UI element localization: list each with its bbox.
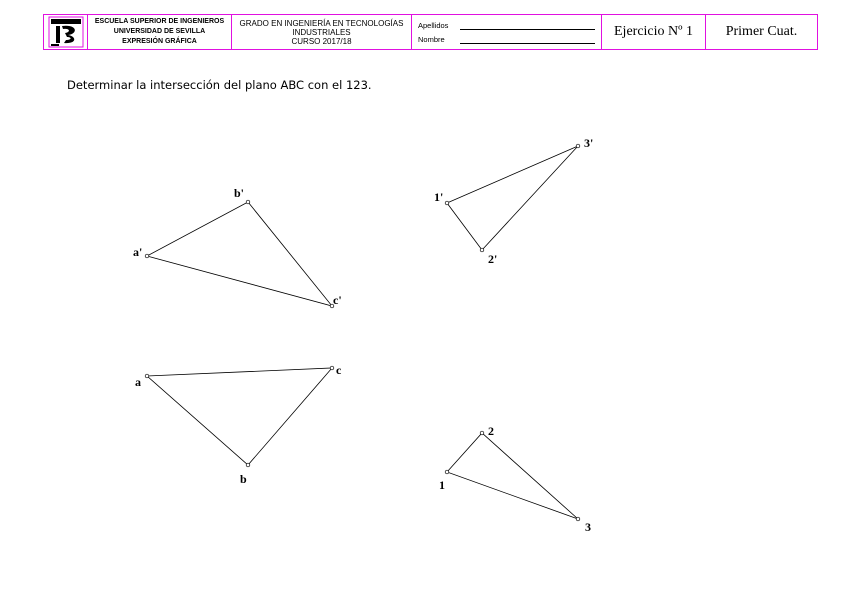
point-3-prime-marker [576, 144, 580, 148]
point-2-marker [480, 431, 484, 435]
point-a-marker [145, 374, 149, 378]
term-label: Primer Cuat. [725, 24, 798, 39]
triangle-123-prime [447, 146, 578, 250]
surname-label: Apellidos [418, 20, 449, 30]
degree-line-2: INDUSTRIALES [292, 27, 351, 37]
point-a-prime-marker [145, 254, 149, 258]
triangle-abc [147, 368, 332, 465]
point-c-marker [330, 366, 334, 370]
label-2-prime: 2' [488, 252, 498, 266]
label-1: 1 [439, 478, 445, 492]
point-markers [145, 144, 580, 521]
point-3-marker [576, 517, 580, 521]
course-year: CURSO 2017/18 [291, 36, 352, 46]
degree-line-1: GRADO EN INGENIERÍA EN TECNOLOGÍAS [239, 18, 404, 28]
point-b-prime-marker [246, 200, 250, 204]
exercise-number: Ejercicio Nº 1 [602, 15, 706, 49]
label-b-prime: b' [234, 186, 245, 200]
line-set [147, 146, 578, 519]
label-a: a [135, 375, 141, 389]
label-a-prime: a' [133, 245, 143, 259]
label-b: b [240, 472, 247, 486]
point-1-marker [445, 470, 449, 474]
university-name: UNIVERSIDAD DE SEVILLA [113, 28, 206, 35]
problem-statement: Determinar la intersección del plano ABC con el 123. [67, 78, 372, 92]
department-name: EXPRESIÓN GRÁFICA [122, 38, 197, 45]
label-1-prime: 1' [434, 190, 444, 204]
label-c: c [336, 363, 342, 377]
point-1-prime-marker [445, 201, 449, 205]
triangle-abc-prime [147, 202, 332, 306]
triangle-123 [447, 433, 578, 519]
label-c-prime: c' [333, 293, 342, 307]
label-3-prime: 3' [584, 136, 594, 150]
point-labels [133, 136, 593, 534]
school-name: ESCUELA SUPERIOR DE INGENIEROS [94, 18, 225, 25]
label-3: 3 [585, 520, 591, 534]
label-2: 2 [488, 424, 494, 438]
name-label: Nombre [418, 34, 445, 44]
point-b-marker [246, 463, 250, 467]
point-2-prime-marker [480, 248, 484, 252]
